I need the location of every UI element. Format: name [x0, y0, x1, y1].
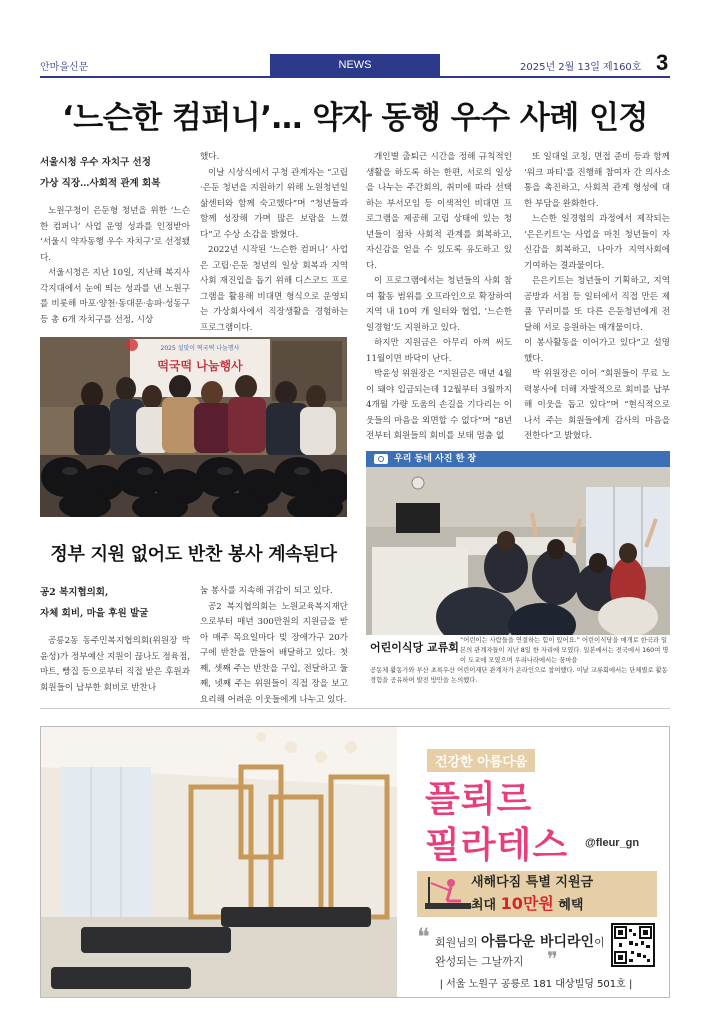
article1-column-1 [40, 152, 190, 328]
ad-brand-line-2: 필라테스 [425, 825, 569, 866]
article1-paragraph: 이날 시상식에서 구청 관계자는 “고립·은둔 청년을 지원하기 위해 노원청년일삶센터와 함께 숙고했다”며 “청년들과 함께 성장해 가며 많은 보람을 느꼈다”고 수상 소감을 밝혔다. [200, 167, 348, 240]
ad-brand-line-1: 플뢰르 [425, 779, 533, 820]
ad-tagline: 건강한 아름다움 [427, 749, 535, 772]
article2-subhead-2: 자체 회비, 마을 후원 발굴 [40, 608, 149, 619]
article2-paragraph: 눔 봉사를 지속해 귀감이 되고 있다. [200, 586, 333, 596]
ad-quote-part-2: 이 [594, 936, 605, 949]
photo-caption-title: 어린이식당 교류회 [370, 641, 459, 654]
ad-promo-line-2 [471, 891, 584, 914]
ad-quote-line-1 [435, 931, 605, 951]
article2-paragraph: 공2 복지협의회는 노원교육복지재단으로부터 매년 300만원의 지원금을 받아 매주 목요일마다 빚 장애가구 20가구에 반찬을 만들어 배달하고 있다. 첫째, 셋째 주는 반찬을 구입, 전달하고 둘째, 넷째 주는 위원들이 직접 장을 보고 요리해 어려운 이웃들에게 나누고 있다. [200, 601, 348, 705]
ad-quote-highlight: 아름다운 바디라인 [481, 934, 595, 950]
article1-paragraph: 느슨한 일경험의 과정에서 제작되는 ‘은은키트’는 사업을 마친 청년들이 자신감을 회복하고, 나아가 지역사회에 기여하는 결과물이다. [524, 214, 670, 271]
ad-address: 서울 노원구 공릉로 181 대상빌딩 501호 [446, 979, 626, 990]
community-photo-illustration [366, 467, 670, 635]
ad-instagram-handle: @fleur_gn [585, 837, 640, 849]
article2-paragraph: 공릉2동 동주민복지협의회(위원장 박윤성)가 정부예산 지원이 끊나도 정육점, 마트, 빵집 등으로부터 직접 받은 후원과 회원들이 납부한 회비로 반찬나 [40, 636, 190, 693]
pilates-studio-photo [41, 727, 397, 998]
article2-column-3 [366, 336, 512, 445]
article2-column-2 [200, 584, 348, 708]
photo-caption-text: “어린이는 사람들을 연결하는 힘이 있어요.” 어린이식당을 매개로 한국과 일본의 관계자들이 지난 8일 한 자리에 모였다. 일본에서는 전국에서 160여 명이 도교에 모였으며 우리나라에서는 꿈마을 [460, 637, 669, 664]
article1-column-4 [524, 150, 670, 336]
article2-column-4 [524, 336, 670, 445]
article1-paragraph: 은은키트는 청년들이 기획하고, 지역 공방과 서점 등 일터에서 직접 만든 제품 꾸러미를 또 다른 은둔청년에게 전달해 서로 응원하는 매개물이다. [524, 276, 670, 333]
article2-column-1 [40, 582, 190, 696]
ad-promo-suffix: 혜택 [558, 898, 584, 913]
ad-quote-part-1: 회원님의 [435, 936, 478, 949]
qr-code-icon[interactable] [611, 923, 655, 967]
article1-subhead-2: 가상 직장…사회적 관계 회복 [40, 178, 161, 189]
article1-paragraph: 했다. [200, 152, 220, 162]
paper-name: 안마을신문 [40, 62, 89, 73]
article1-paragraph: 서울시청은 지난 10일, 지난해 복지사각지대에서 눈에 띄는 성과를 낸 노원구를 비롯해 마포·양천·동대문·송파·성동구 등 총 6개 자치구를 선정, 시상 [40, 268, 190, 325]
header-rule [40, 76, 670, 78]
volunteers-photo [40, 337, 347, 517]
article2-subhead-1: 공2 복지협의회, [40, 587, 109, 598]
photo-box-bar-label: 우리 동네 사진 한 장 [394, 454, 477, 464]
article2-paragraph: 박 위원장은 이어 “회원들이 무료 노력봉사에 더해 자발적으로 회비를 납부해 이웃을 돕고 있다”며 “현식적으로 나서 주는 회원들에게 감사의 마음을 전한다”고 밝혔다. [524, 369, 670, 441]
community-photo [366, 467, 670, 635]
quote-close-icon: ❞ [547, 947, 558, 971]
ad-promo-line-1: 새해다짐 특별 지원금 [471, 875, 594, 890]
page-number: 3 [656, 50, 669, 75]
article2-paragraph: 박윤성 위원장은 “지원금은 매년 4월이 돼야 입금되는데 12월부터 3월까지 4개월 가량 도움의 손길을 기다리는 이웃들의 마음을 외면할 수 없다”며 “8년 전부터 회원들의 회비를 보태 멈춤 없 [366, 369, 512, 441]
quote-open-icon: ❝ [417, 923, 430, 951]
article1-subhead-1: 서울시청 우수 자치구 선정 [40, 157, 151, 168]
article1-paragraph: 이 프로그램에서는 청년들의 사회 참여 활동 범위를 오프라인으로 확장하여 지역 내 10여 개 일터와 협업, ‘느슨한 일경험’도 지원하고 있다. [366, 276, 512, 333]
section-divider [40, 708, 670, 709]
pilates-advertisement [40, 726, 670, 998]
article2-paragraph: 하지만 지원금은 아무리 아껴 써도 11월이면 바닥이 난다. [366, 338, 512, 364]
photo-banner-title: 떡국떡 나눔행사 [157, 359, 243, 373]
article1-paragraph: 개인별 출퇴근 시간을 정해 규칙적인 생활을 하도록 하는 한편, 서로의 일상을 나누는 주간회의, 취미에 따라 선택하는 부서모임 등 이색적인 비대면 프로그램을 제공해 고립 상태에 있는 청년들이 점차 사회적 관계를 회복하고, 자신감을 얻을 수 있도록 유도하고 있다. [366, 152, 512, 271]
ad-quote-line-2: 완성되는 그날까지 [435, 955, 524, 968]
photo-banner-text: 2025 설맞이 떡국떡 나눔행사 [160, 345, 240, 352]
pilates-figure-icon [421, 873, 475, 915]
ad-promo-prefix: 최대 [471, 898, 497, 913]
ad-text-panel [397, 727, 670, 998]
pilates-studio-illustration [41, 727, 397, 998]
article1-paragraph: 또 일대일 코칭, 면접 준비 등과 함께 ‘워크 파티’를 진행해 참여자 간 의사소통을 촉진하고, 사회적 관계 형성에 대한 부담을 완화한다. [524, 152, 670, 209]
article2-paragraph: 이 봉사활동을 이어가고 있다”고 설명했다. [524, 338, 670, 364]
issue-date: 2025년 2월 13일 제160호 [520, 62, 642, 73]
article1-paragraph: 노원구청이 은둔형 청년을 위한 ‘느슨한 컴퍼니’ 사업 운영 성과를 인정받아 ‘서울시 약자동행 우수 자치구’로 선정됐다. [40, 206, 190, 263]
photo-caption-text: 공동체 활동가와 부산 초록우산 어린이재단 관계자가 온라인으로 참여했다. 이날 교류회에서는 단체별로 활동 경험을 공유하며 발전 방안을 논의했다. [370, 667, 668, 684]
ad-address-line: | 서울 노원구 공릉로 181 대상빌딩 501호 | [439, 979, 633, 990]
ad-promo-amount: 10만원 [500, 894, 554, 913]
section-tab: NEWS [270, 54, 440, 76]
photo-box-bar [366, 451, 670, 467]
article1-column-2 [200, 150, 348, 336]
camera-icon [374, 454, 388, 464]
article2-headline: 정부 지원 없어도 반찬 봉사 계속된다 [50, 544, 337, 565]
article1-headline: ‘느슨한 컴퍼니’… 약자 동행 우수 사례 인정 [62, 100, 648, 136]
article1-paragraph: 2022년 시작된 ‘느슨한 컴퍼니’ 사업은 고립·은둔 청년의 일상 회복과 지역사회 재진입을 돕기 위해 디스코드 프로그램을 활용해 비대면 형식으로 운영되는 가상회사에서 직장생활을 경험하는 프로그램이다. [200, 245, 348, 333]
article1-column-3 [366, 150, 512, 336]
